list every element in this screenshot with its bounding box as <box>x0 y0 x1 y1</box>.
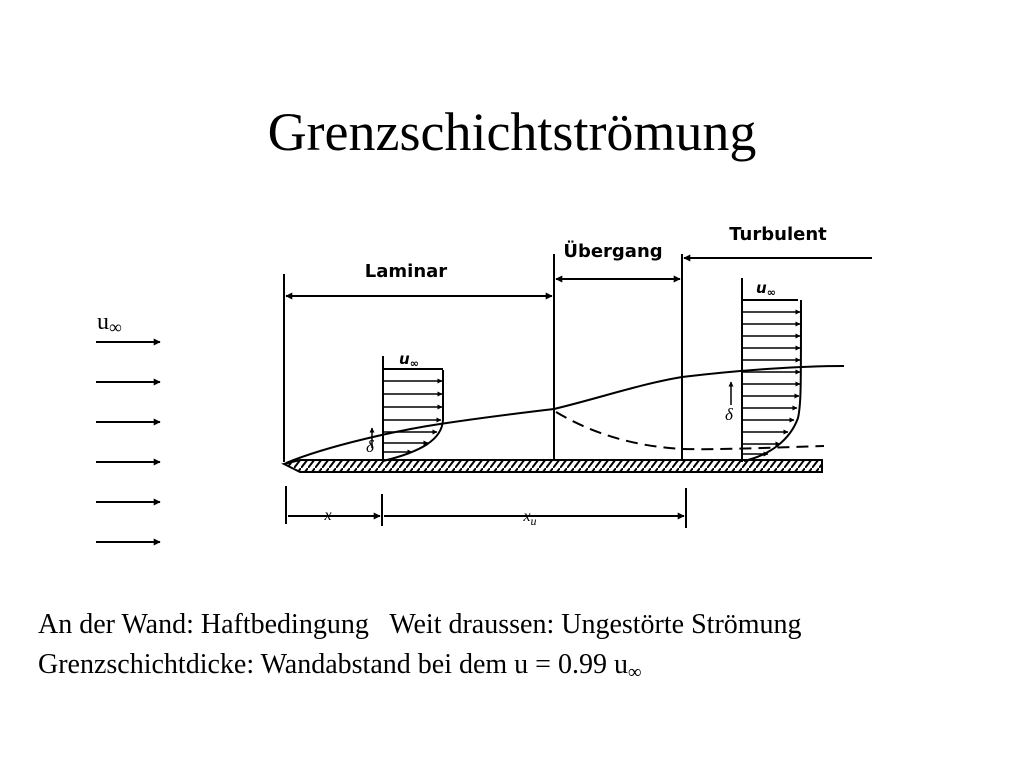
x-dimension-label: x <box>324 507 332 524</box>
transition-label: Übergang <box>563 241 663 262</box>
laminar-sublayer-dashed <box>556 412 824 449</box>
freestream-label: u∞ <box>97 309 122 337</box>
turbulent-delta-label: δ <box>725 405 733 424</box>
laminar-profile-u-label: $u_\infty$ <box>399 350 419 370</box>
slide-title: Grenzschichtströmung <box>267 102 757 162</box>
caption-line-2 <box>38 648 642 682</box>
caption-infinity-subscript: ∞ <box>627 662 642 683</box>
caption-line-1: An der Wand: Haftbedingung Weit draussen: Ungestörte Strömung <box>38 609 802 640</box>
laminar-delta-label: δ <box>366 437 374 456</box>
laminar-label: Laminar <box>364 261 448 282</box>
freestream-arrows <box>96 342 160 542</box>
turbulent-label: Turbulent <box>729 224 827 245</box>
caption-line-2-text: Grenzschichtdicke: Wandabstand bei dem u = 0.99 u <box>38 649 628 680</box>
xu-dimension-label: $x_u$ <box>523 508 537 528</box>
region-boundaries <box>284 254 682 462</box>
laminar-velocity-profile <box>383 356 443 462</box>
turbulent-profile-u-label: $u_\infty$ <box>756 279 776 299</box>
